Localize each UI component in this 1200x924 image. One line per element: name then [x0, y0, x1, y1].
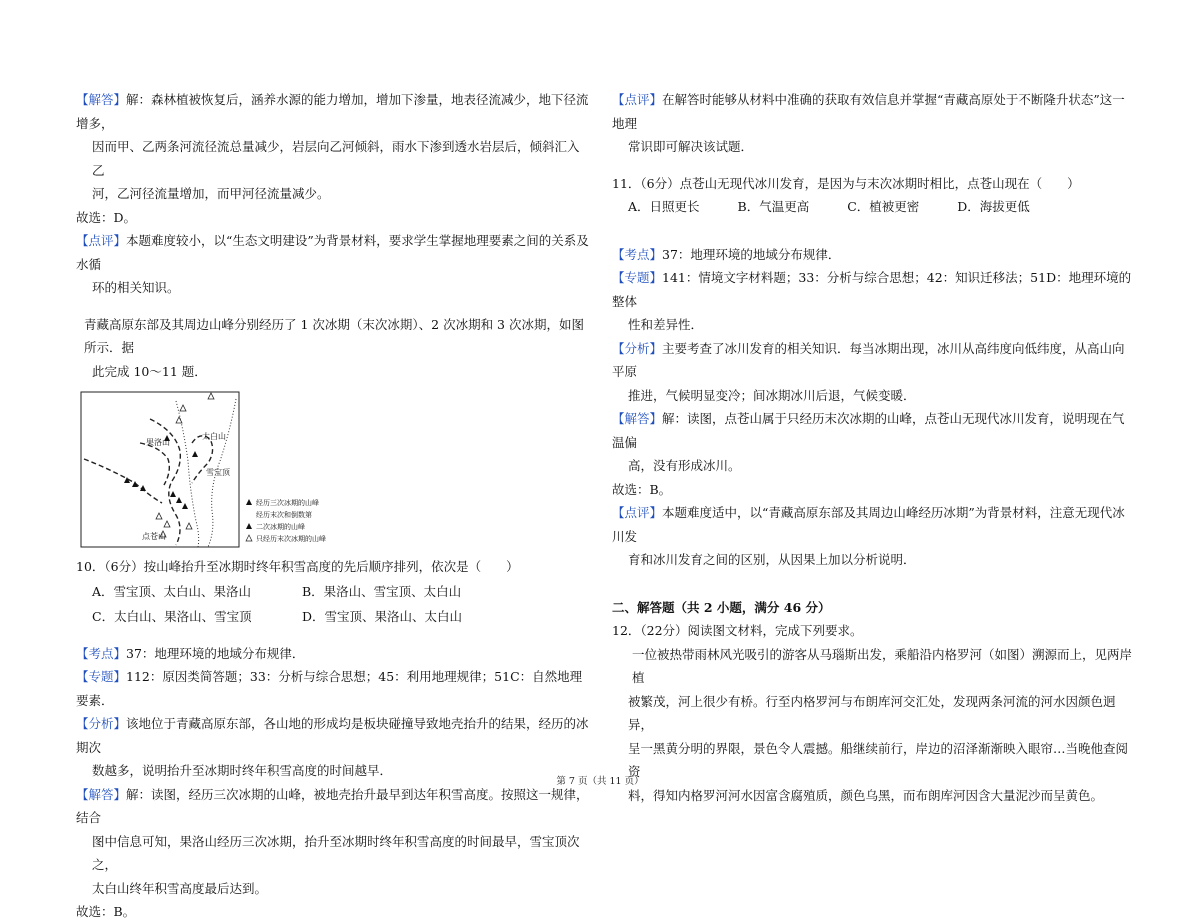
legend-two-glaciations: 经历末次和倒数第	[256, 511, 312, 519]
choice-result: 故选：B。	[612, 481, 672, 497]
answer-text: 因而甲、乙两条河流径流总量减少，岩层向乙河倾斜，雨水下渗到透水岩层后，倾斜汇入乙	[92, 139, 580, 178]
question-10-options	[76, 579, 590, 629]
review-text: 育和冰川发育之间的区别，从因果上加以分析说明．	[628, 552, 916, 567]
answer-text: 河，乙河径流量增加，而甲河径流量减少。	[92, 186, 330, 201]
jieda-tag: 【解答】	[76, 786, 127, 802]
zhuanti-text: 性和差异性．	[628, 317, 704, 332]
review-line	[612, 501, 1132, 548]
option-a: A．雪宝顶、太白山、果洛山	[92, 583, 252, 599]
glacier-map	[80, 391, 352, 549]
answer-tag: 【解答】	[76, 92, 127, 107]
option-d: D．海拔更低	[957, 199, 1030, 214]
legend-two-glaciations-b: 二次冰期的山峰	[256, 523, 305, 531]
review-tag: 【点评】	[612, 505, 663, 520]
kaodian-line	[612, 243, 1132, 267]
intro-text: 青藏高原东部及其周边山峰分别经历了 1 次冰期（末次冰期）、2 次冰期和 3 次冰期，如图所示．据	[84, 316, 584, 355]
map-label-xuebao: 雪宝顶	[206, 468, 230, 477]
option-c: C．植被更密	[847, 199, 920, 214]
kaodian-line	[76, 642, 590, 666]
zhuanti-tag: 【专题】	[76, 669, 127, 684]
question-10: 10．（6分）按山峰抬升至冰期时终年积雪高度的先后顺序排列，依次是（ ）	[76, 559, 519, 574]
legend-last-glaciation: 只经历末次冰期的山峰	[256, 535, 326, 543]
fenxi-tag: 【分析】	[76, 716, 127, 731]
zhuanti-line	[612, 266, 1132, 313]
answer-text: 解：森林植被恢复后，涵养水源的能力增加，增加下渗量，地表径流减少，地下径流增多，	[76, 92, 589, 131]
jieda-line	[612, 407, 1132, 454]
material-text: 料，得知内格罗河河水因富含腐殖质，颜色乌黑，而布朗库河因含大量泥沙而呈黄色。	[628, 787, 1104, 803]
kaodian-text: 37：地理环境的地域分布规律．	[662, 246, 841, 262]
section-heading: 二、解答题（共 2 小题，满分 46 分）	[612, 599, 831, 615]
page-footer: 第 7 页（共 11 页）	[556, 776, 644, 787]
jieda-text: 解：读图，点苍山属于只经历末次冰期的山峰，点苍山无现代冰川发育，说明现在气温偏	[612, 411, 1125, 450]
material-text: 一位被热带雨林风光吸引的游客从马瑙斯出发，乘船沿内格罗河（如图）溯源而上，见两岸植	[632, 646, 1133, 685]
review-text: 常识即可解决该试题．	[628, 139, 754, 154]
option-b: B．果洛山、雪宝顶、太白山	[302, 583, 462, 599]
jieda-text: 太白山终年积雪高度最后达到。	[92, 880, 268, 896]
jieda-text: 图中信息可知，果洛山经历三次冰期，抬升至冰期时终年积雪高度的时间最早，雪宝顶次之，	[92, 833, 580, 872]
jieda-tag: 【解答】	[612, 411, 663, 426]
option-a: A．日照更长	[628, 199, 700, 214]
glacier-map-figure	[80, 391, 352, 549]
kaodian-text: 37：地理环境的地域分布规律．	[126, 645, 305, 661]
legend-three-glaciations: 经历三次冰期的山峰	[256, 499, 319, 507]
review-text: 在解答时能够从材料中准确的获取有效信息并掌握“青藏高原处于不断隆升状态”这一地理	[612, 92, 1125, 131]
fenxi-line	[76, 712, 590, 759]
option-d: D．雪宝顶、果洛山、太白山	[302, 608, 463, 624]
review-text: 本题难度较小，以“生态文明建设”为背景材料，要求学生掌握地理要素之间的关系及水循	[76, 233, 589, 272]
fenxi-text: 推进，气候明显变冷；间冰期冰川后退，气候变暖．	[628, 387, 916, 403]
fenxi-text: 主要考查了冰川发育的相关知识．每当冰期出现，冰川从高纬度向低纬度，从高山向平原	[612, 340, 1125, 379]
choice-result: 故选：B。	[76, 904, 136, 919]
review-text: 环的相关知识。	[92, 280, 180, 295]
question-11: 11．（6分）点苍山无现代冰川发育，是因为与末次冰期时相比，点苍山现在（ ）	[612, 175, 1080, 191]
map-label-diancang: 点苍山	[142, 532, 166, 541]
fenxi-line	[612, 337, 1132, 384]
answer-line	[76, 88, 590, 135]
zhuanti-text: 112：原因类简答题；33：分析与综合思想；45：利用地理规律；51C：自然地理要素．	[76, 669, 583, 708]
review-line	[76, 229, 590, 276]
fenxi-text: 数越多，说明抬升至冰期时终年积雪高度的时间越早．	[92, 763, 393, 778]
question-12: 12．（22分）阅读图文材料，完成下列要求。	[612, 623, 863, 638]
left-column	[76, 88, 590, 924]
review-tag: 【点评】	[612, 92, 663, 107]
map-label-taibai: 太白山	[202, 432, 226, 441]
question-11-options	[612, 195, 1132, 219]
intro-text: 此完成 10～11 题．	[92, 363, 207, 379]
zhuanti-text: 141：情境文字材料题；33：分析与综合思想；42：知识迁移法；51D：地理环境的整体	[612, 270, 1132, 309]
option-c: C．太白山、果洛山、雪宝顶	[92, 608, 252, 624]
review-text: 本题难度适中，以“青藏高原东部及其周边山峰经历冰期”为背景材料，注意无现代冰川发	[612, 505, 1125, 544]
zhuanti-line	[76, 665, 590, 712]
right-column	[612, 88, 1132, 807]
kaodian-tag: 【考点】	[76, 645, 127, 661]
jieda-text: 解：读图，经历三次冰期的山峰，被地壳抬升最早到达年积雪高度。按照这一规律，结合	[76, 786, 589, 825]
review-line	[612, 88, 1132, 135]
fenxi-tag: 【分析】	[612, 340, 663, 356]
map-label-guoluo: 果洛山	[146, 438, 170, 447]
material-text: 被繁茂，河上很少有桥。行至内格罗河与布朗库河交汇处，发现两条河流的河水因颜色迥异，	[628, 693, 1116, 732]
jieda-line	[76, 783, 590, 830]
review-tag: 【点评】	[76, 233, 127, 248]
zhuanti-tag: 【专题】	[612, 270, 663, 285]
option-b: B．气温更高	[737, 199, 810, 214]
material-text: 呈一黑黄分明的界限，景色令人震撼。船继续前行，岸边的沼泽渐渐映入眼帘…当晚他查阅资	[628, 740, 1129, 779]
jieda-text: 高，没有形成冰川。	[628, 458, 741, 473]
kaodian-tag: 【考点】	[612, 246, 663, 262]
choice-result: 故选：D。	[76, 209, 137, 225]
fenxi-text: 该地位于青藏高原东部，各山地的形成均是板块碰撞导致地壳抬升的结果，经历的冰期次	[76, 716, 589, 755]
